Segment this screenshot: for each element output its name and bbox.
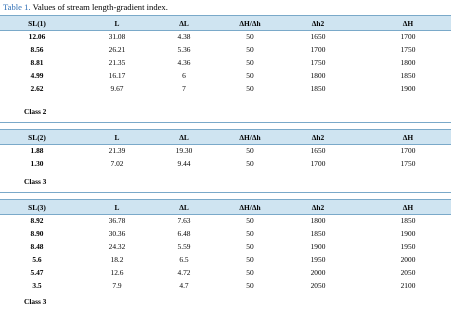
- table-cell: 2050: [400, 268, 416, 277]
- table-row: [0, 242, 451, 254]
- header-cell: ΔH/Δh: [239, 19, 261, 28]
- table-cell: 1650: [310, 146, 326, 155]
- header-cell: ΔH/Δh: [239, 203, 261, 212]
- class-note: Class 3: [24, 177, 47, 186]
- table-cell: 8.48: [30, 242, 44, 251]
- table-cell: 50: [246, 242, 254, 251]
- table-row: [0, 255, 451, 267]
- table-cell: 8.56: [30, 45, 44, 54]
- table-cell: 12.06: [28, 32, 46, 41]
- table-cell: 4.36: [177, 58, 191, 67]
- table-row: [0, 159, 451, 171]
- table-cell: 6.5: [179, 255, 189, 264]
- table-cell: 7.02: [110, 159, 124, 168]
- header-cell: L: [114, 133, 120, 142]
- table-cell: 1700: [310, 159, 326, 168]
- table-row: [0, 45, 451, 57]
- table-cell: 50: [246, 146, 254, 155]
- table-cell: 1.88: [30, 146, 44, 155]
- header-cell: SL(2): [28, 133, 46, 142]
- table-cell: 8.90: [30, 229, 44, 238]
- table-cell: 50: [246, 229, 254, 238]
- table-row: [0, 268, 451, 280]
- table-cell: 1900: [400, 84, 416, 93]
- table-cell: 4.7: [179, 281, 189, 290]
- table-cell: 5.36: [177, 45, 191, 54]
- table-row: [0, 58, 451, 70]
- table-cell: 50: [246, 268, 254, 277]
- header-cell: ΔH/Δh: [239, 133, 261, 142]
- table-cell: 16.17: [108, 71, 126, 80]
- table-cell: 1850: [400, 71, 416, 80]
- header-cell: SL(1): [28, 19, 46, 28]
- table-cell: 5.47: [30, 268, 44, 277]
- table-cell: 4.72: [177, 268, 191, 277]
- table-cell: 1850: [310, 84, 326, 93]
- table-cell: 1650: [310, 32, 326, 41]
- header-cell: Δh2: [311, 19, 325, 28]
- table-cell: 1.30: [30, 159, 44, 168]
- table-cell: 1750: [310, 58, 326, 67]
- table-cell: 5.59: [177, 242, 191, 251]
- table-cell: 50: [246, 216, 254, 225]
- table-cell: 50: [246, 255, 254, 264]
- header-cell: ΔH: [402, 203, 414, 212]
- table-row: [0, 71, 451, 83]
- header-cell: ΔL: [179, 19, 189, 28]
- table-cell: 1850: [310, 229, 326, 238]
- table-cell: 21.39: [108, 146, 126, 155]
- table-cell: 1700: [400, 146, 416, 155]
- table-cell: 50: [246, 159, 254, 168]
- table-cell: 6.48: [177, 229, 191, 238]
- table-cell: 1700: [400, 32, 416, 41]
- table-cell: 12.6: [110, 268, 124, 277]
- header-cell: ΔH: [402, 133, 414, 142]
- table-cell: 26.21: [108, 45, 126, 54]
- table-cell: 5.6: [32, 255, 42, 264]
- table-2-header: [0, 129, 451, 145]
- table-row: [0, 32, 451, 44]
- table-row: [0, 281, 451, 293]
- table-divider: [0, 192, 451, 193]
- table-cell: 6: [182, 71, 186, 80]
- table-cell: 50: [246, 32, 254, 41]
- table-cell: 1900: [400, 229, 416, 238]
- table-cell: 2100: [400, 281, 416, 290]
- table-cell: 50: [246, 71, 254, 80]
- table-cell: 50: [246, 84, 254, 93]
- table-cell: 50: [246, 45, 254, 54]
- class-note: Class 2: [24, 107, 47, 116]
- class-note: Class 3: [24, 297, 47, 306]
- table-cell: 18.2: [110, 255, 124, 264]
- table-cell: 2000: [400, 255, 416, 264]
- header-cell: SL(3): [28, 203, 46, 212]
- table-cell: 1950: [310, 255, 326, 264]
- table-cell: 8.92: [30, 216, 44, 225]
- header-cell: ΔL: [179, 203, 189, 212]
- header-cell: ΔH: [402, 19, 414, 28]
- header-cell: L: [114, 203, 120, 212]
- table-cell: 1850: [400, 216, 416, 225]
- table-cell: 50: [246, 281, 254, 290]
- table-cell: 2000: [310, 268, 326, 277]
- table-3-header: [0, 199, 451, 215]
- table-row: [0, 216, 451, 228]
- header-cell: Δh2: [311, 133, 325, 142]
- table-cell: 4.38: [177, 32, 191, 41]
- table-cell: 8.81: [30, 58, 44, 67]
- table-cell: 9.44: [177, 159, 191, 168]
- table-cell: 3.5: [32, 281, 42, 290]
- caption-label: Table 1.: [3, 2, 31, 12]
- table-cell: 1950: [400, 242, 416, 251]
- table-cell: 31.08: [108, 32, 126, 41]
- table-cell: 1900: [310, 242, 326, 251]
- header-cell: L: [114, 19, 120, 28]
- table-cell: 50: [246, 58, 254, 67]
- table-cell: 19.30: [175, 146, 193, 155]
- table-cell: 7: [182, 84, 186, 93]
- table-1-header: [0, 15, 451, 31]
- header-cell: ΔL: [179, 133, 189, 142]
- table-cell: 21.35: [108, 58, 126, 67]
- table-cell: 1700: [310, 45, 326, 54]
- table-cell: 36.78: [108, 216, 126, 225]
- table-cell: 2050: [310, 281, 326, 290]
- table-cell: 4.99: [30, 71, 44, 80]
- table-cell: 30.36: [108, 229, 126, 238]
- table-cell: 7.63: [177, 216, 191, 225]
- table-caption: [3, 2, 168, 13]
- table-divider: [0, 122, 451, 123]
- table-cell: 1750: [400, 45, 416, 54]
- table-cell: 1750: [400, 159, 416, 168]
- caption-text: Values of stream length-gradient index.: [32, 2, 168, 12]
- table-cell: 1800: [310, 216, 326, 225]
- table-cell: 1800: [400, 58, 416, 67]
- table-cell: 7.9: [112, 281, 122, 290]
- header-cell: Δh2: [311, 203, 325, 212]
- table-row: [0, 146, 451, 158]
- table-cell: 24.32: [108, 242, 126, 251]
- table-cell: 1800: [310, 71, 326, 80]
- table-row: [0, 84, 451, 96]
- table-cell: 9.67: [110, 84, 124, 93]
- table-row: [0, 229, 451, 241]
- table-cell: 2.62: [30, 84, 44, 93]
